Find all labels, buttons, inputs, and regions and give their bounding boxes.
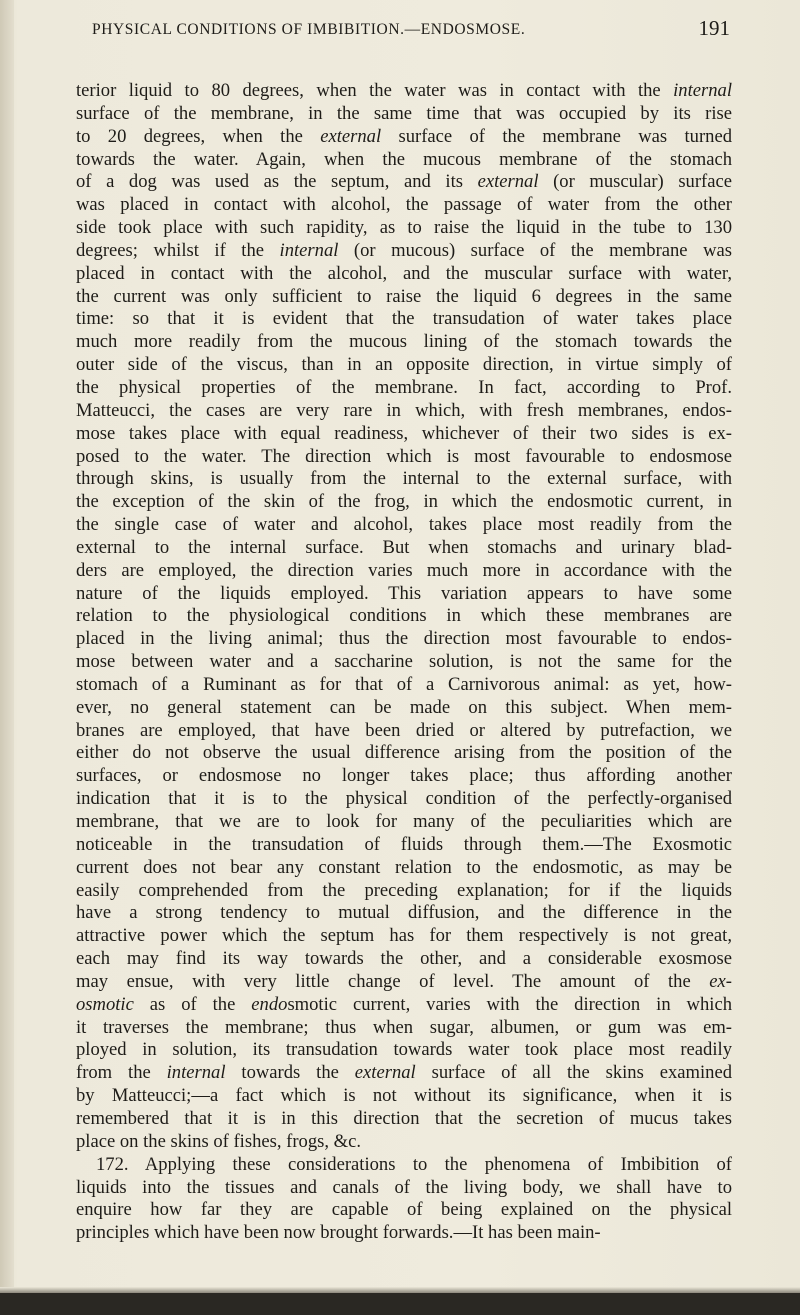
text-line: [76, 1177, 732, 1200]
italic-text-run: internal: [166, 1062, 226, 1084]
text-run: either do not observe the usual difference arising from the position of the: [76, 742, 732, 764]
text-run: through skins, is usually from the internal to the external surface, with: [76, 468, 732, 490]
text-run: may ensue, with very little change of level. The amount of the: [76, 970, 710, 992]
text-line: [76, 308, 732, 331]
text-run: surfaces, or endosmose no longer takes place; thus affording another: [76, 765, 732, 787]
italic-text-run: external: [354, 1062, 416, 1084]
text-run: smotic current, varies with the direction in which: [287, 993, 733, 1015]
text-line: [76, 1222, 732, 1245]
text-run: surface of the membrane was turned: [381, 125, 732, 147]
page-number: 191: [698, 16, 730, 40]
italic-text-run: internal: [673, 80, 732, 101]
text-line: [76, 331, 732, 354]
text-run: the physical properties of the membrane. In fact, according to Prof.: [76, 376, 732, 398]
text-run: have a strong tendency to mutual diffusion, and the difference in the: [76, 902, 732, 924]
text-line: [76, 80, 732, 103]
text-line: [76, 1108, 732, 1131]
text-run: degrees; whilst if the: [76, 239, 280, 261]
text-line: [76, 742, 732, 765]
text-run: attractive power which the septum has for them respectively is not great,: [76, 925, 732, 947]
text-run: the exception of the skin of the frog, in which the endosmotic current, in: [76, 491, 732, 513]
text-line: [76, 560, 732, 583]
text-run: towards the: [225, 1062, 355, 1084]
scan-bottom-edge: [0, 1293, 800, 1315]
text-line: [76, 605, 732, 628]
text-run: of a dog was used as the septum, and its: [76, 171, 478, 193]
text-run: branes are employed, that have been dried or altered by putrefaction, we: [76, 719, 732, 741]
text-run: the current was only sufficient to raise the liquid 6 degrees in the same: [76, 285, 732, 307]
text-line: [76, 1017, 732, 1040]
text-line: [76, 1039, 732, 1062]
text-run: 172. Applying these considerations to the phenomena of Imbibition of: [96, 1153, 732, 1175]
text-run: side took place with such rapidity, as to raise the liquid in the tube to 130: [76, 217, 732, 239]
text-run: Matteucci, the cases are very rare in which, with fresh membranes, endos-: [76, 399, 732, 421]
italic-text-run: external: [320, 125, 382, 147]
italic-text-run: internal: [279, 239, 339, 261]
text-run: current does not bear any constant relation to the endosmotic, as may be: [76, 856, 732, 878]
text-line: [76, 697, 732, 720]
text-line: [76, 286, 732, 309]
text-run: enquire how far they are capable of being explained on the physical: [76, 1199, 732, 1221]
text-run: much more readily from the mucous lining of the stomach towards the: [76, 331, 732, 353]
text-run: by Matteucci;—a fact which is not without its significance, when it is: [76, 1085, 732, 1107]
text-run: outer side of the viscus, than in an opposite direction, in virtue simply of: [76, 354, 732, 376]
text-line: [76, 628, 732, 651]
text-line: [76, 171, 732, 194]
text-line: [76, 514, 732, 537]
text-line: [76, 537, 732, 560]
text-run: (or mucous) surface of the membrane was: [338, 239, 732, 261]
text-run: ders are employed, the direction varies much more in accordance with the: [76, 559, 732, 581]
text-run: time: so that it is evident that the transudation of water takes place: [76, 308, 732, 330]
text-run: from the: [76, 1062, 167, 1084]
text-line: [76, 948, 732, 971]
text-run: noticeable in the transudation of fluids through them.—The Exosmotic: [76, 833, 732, 855]
text-line: [76, 971, 732, 994]
text-line: [76, 377, 732, 400]
text-line: [76, 834, 732, 857]
text-run: each may find its way towards the other, and a considerable exosmose: [76, 948, 732, 970]
text-line: [76, 583, 732, 606]
text-run: was placed in contact with alcohol, the passage of water from the other: [76, 194, 732, 216]
text-line: [76, 720, 732, 743]
text-line: [76, 902, 732, 925]
text-run: nature of the liquids employed. This variation appears to have some: [76, 582, 732, 604]
text-line: [76, 1131, 732, 1154]
running-head: PHYSICAL CONDITIONS OF IMBIBITION.—ENDOSMOSE.: [92, 21, 526, 38]
text-run: mose between water and a saccharine solution, is not the same for the: [76, 651, 732, 673]
text-line: [76, 674, 732, 697]
text-run: external to the internal surface. But when stomachs and urinary blad-: [76, 536, 732, 558]
italic-text-run: ex-: [709, 970, 732, 992]
text-run: it traverses the membrane; thus when sugar, albumen, or gum was em-: [76, 1016, 732, 1038]
text-run: towards the water. Again, when the mucous membrane of the stomach: [76, 148, 732, 170]
text-run: membrane, that we are to look for many of the peculiarities which are: [76, 811, 732, 832]
text-line: [76, 994, 732, 1017]
text-run: posed to the water. The direction which is most favourable to endosmose: [76, 445, 732, 467]
text-run: principles which have been now brought forwards.—It has been main-: [76, 1222, 601, 1244]
text-line: [76, 925, 732, 948]
text-line: [76, 811, 732, 834]
page-gutter-shadow: [0, 0, 14, 1315]
text-run: the single case of water and alcohol, takes place most readily from the: [76, 514, 732, 536]
text-line: [76, 880, 732, 903]
text-run: ployed in solution, its transudation towards water took place most readily: [76, 1039, 732, 1061]
text-run: place on the skins of fishes, frogs, &c.: [76, 1130, 362, 1152]
text-line: [76, 400, 732, 423]
text-line: [76, 1199, 732, 1222]
text-line: [76, 765, 732, 788]
text-run: placed in the living animal; thus the direction most favourable to endos-: [76, 628, 732, 650]
text-line: [76, 240, 732, 263]
text-run: mose takes place with equal readiness, whichever of their two sides is ex-: [76, 422, 732, 444]
text-run: easily comprehended from the preceding explanation; for if the liquids: [76, 879, 732, 901]
text-line: [76, 194, 732, 217]
text-run: terior liquid to 80 degrees, when the water was in contact with the: [76, 80, 674, 101]
text-run: as of the: [133, 993, 252, 1015]
text-line: [76, 1062, 732, 1085]
text-line: [76, 491, 732, 514]
italic-text-run: osmotic: [76, 993, 134, 1015]
text-run: surface of the membrane, in the same time that was occupied by its rise: [76, 102, 732, 124]
text-run: stomach of a Ruminant as for that of a Carnivorous animal: as yet, how-: [76, 673, 732, 695]
text-line: [76, 651, 732, 674]
text-run: placed in contact with the alcohol, and the muscular surface with water,: [76, 262, 732, 284]
italic-text-run: endo: [251, 993, 288, 1015]
text-run: indication that it is to the physical condition of the perfectly-organised: [76, 788, 732, 810]
text-line: [76, 217, 732, 240]
body-text: [76, 80, 732, 1245]
text-run: surface of all the skins examined: [415, 1062, 732, 1084]
text-line: [76, 1154, 732, 1177]
text-line: [76, 468, 732, 491]
text-run: liquids into the tissues and canals of the living body, we shall have to: [76, 1176, 732, 1198]
text-line: [76, 423, 732, 446]
italic-text-run: external: [477, 171, 539, 193]
text-line: [76, 788, 732, 811]
text-line: [76, 149, 732, 172]
text-run: remembered that it is in this direction that the secretion of mucus takes: [76, 1107, 732, 1129]
text-line: [76, 263, 732, 286]
text-line: [76, 354, 732, 377]
text-run: (or muscular) surface: [538, 171, 732, 193]
text-run: to 20 degrees, when the: [76, 125, 321, 147]
text-run: ever, no general statement can be made on this subject. When mem-: [76, 696, 732, 718]
text-line: [76, 126, 732, 149]
text-line: [76, 446, 732, 469]
text-line: [76, 103, 732, 126]
page-header: [0, 12, 800, 48]
text-line: [76, 1085, 732, 1108]
text-line: [76, 857, 732, 880]
text-run: relation to the physiological conditions in which these membranes are: [76, 605, 732, 627]
